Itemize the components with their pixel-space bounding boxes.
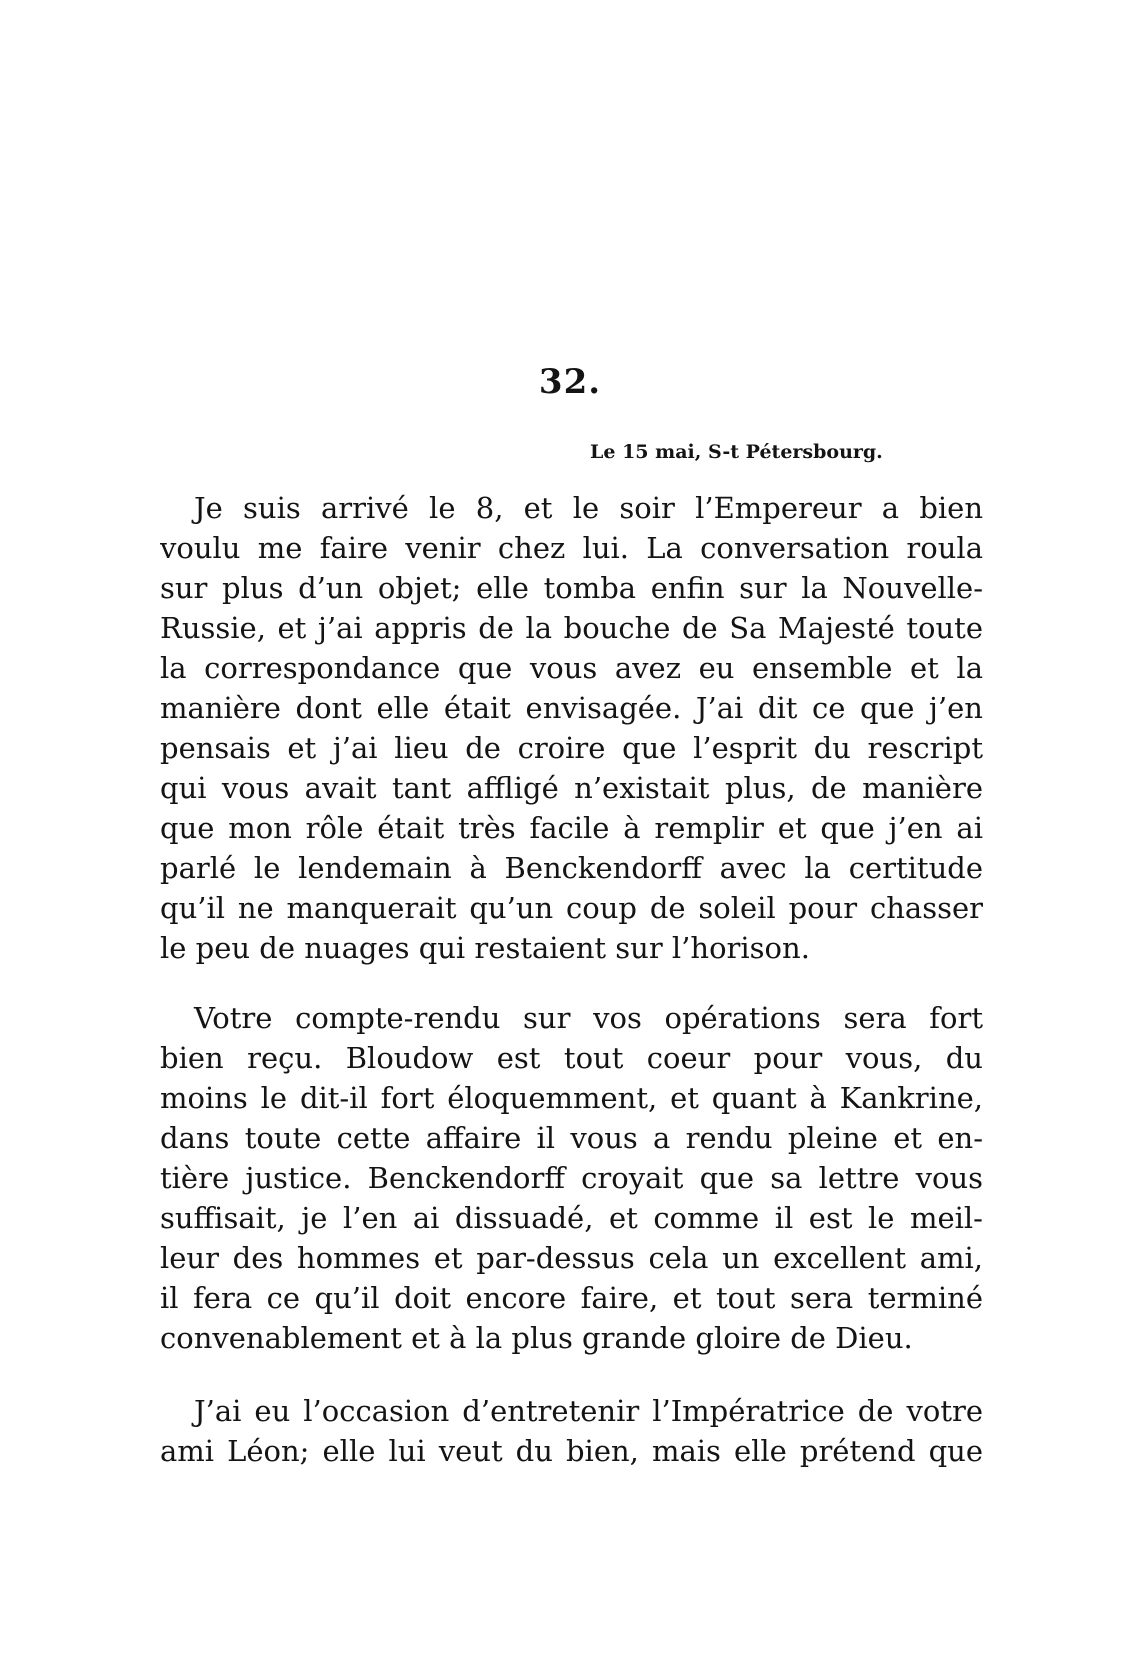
text-line: J’ai eu l’occasion d’entretenir l’Impératrice de votre xyxy=(194,1394,983,1428)
text-line: tière justice. Benckendorff croyait que sa lettre vous xyxy=(160,1161,983,1195)
paragraph-2 xyxy=(160,998,983,1358)
text-line: manière dont elle était envisagée. J’ai dit ce que j’en xyxy=(160,691,983,725)
text-line: moins le dit-il fort éloquemment, et quant à Kankrine, xyxy=(160,1081,983,1115)
page-number: 32. xyxy=(538,362,602,402)
text-line: qui vous avait tant affligé n’existait plus, de manière xyxy=(160,771,983,805)
paragraph-3 xyxy=(160,1391,983,1471)
text-line: ami Léon; elle lui veut du bien, mais elle prétend que xyxy=(160,1434,983,1468)
text-line: convenablement et à la plus grande gloire de Dieu. xyxy=(160,1321,913,1355)
text-line: Je suis arrivé le 8, et le soir l’Empereur a bien xyxy=(194,491,983,525)
text-line: le peu de nuages qui restaient sur l’horison. xyxy=(160,931,810,965)
paragraph-1 xyxy=(160,488,983,968)
text-line: suffisait, je l’en ai dissuadé, et comme il est le meil- xyxy=(160,1201,983,1235)
text-line: pensais et j’ai lieu de croire que l’esprit du rescript xyxy=(160,731,983,765)
dateline: Le 15 mai, S-t Pétersbourg. xyxy=(590,441,883,463)
text-line: sur plus d’un objet; elle tomba enfin sur la Nouvelle- xyxy=(160,571,983,605)
text-line: bien reçu. Bloudow est tout coeur pour vous, du xyxy=(160,1041,983,1075)
text-line: Votre compte-rendu sur vos opérations sera fort xyxy=(194,1001,983,1035)
text-line: que mon rôle était très facile à remplir et que j’en ai xyxy=(160,811,983,845)
text-line: parlé le lendemain à Benckendorff avec la certitude xyxy=(160,851,983,885)
text-line: dans toute cette affaire il vous a rendu pleine et en- xyxy=(160,1121,983,1155)
text-line: Russie, et j’ai appris de la bouche de Sa Majesté toute xyxy=(160,611,983,645)
text-line: qu’il ne manquerait qu’un coup de soleil pour chasser xyxy=(160,891,983,925)
text-line: il fera ce qu’il doit encore faire, et tout sera terminé xyxy=(160,1281,983,1315)
text-line: leur des hommes et par-dessus cela un excellent ami, xyxy=(160,1241,983,1275)
text-line: voulu me faire venir chez lui. La conversation roula xyxy=(160,531,983,565)
text-line: la correspondance que vous avez eu ensemble et la xyxy=(160,651,983,685)
